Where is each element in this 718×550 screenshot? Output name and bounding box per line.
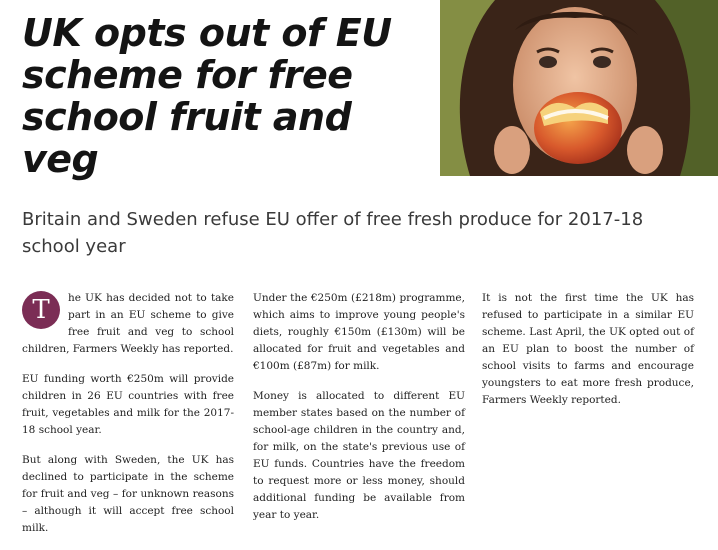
standfirst: Britain and Sweden refuse EU offer of free fresh produce for 2017-18 school year	[22, 209, 644, 257]
article-column-1	[22, 290, 234, 550]
article-paragraph: Money is allocated to different EU member states based on the number of school-age children in the country and, for milk, on the state's previous use of EU funds. Countries have the freedom to request more or less money, should additional funding be available from year to year.	[253, 390, 465, 521]
article-paragraph	[22, 290, 234, 358]
girl-eating-peach-photo	[440, 0, 718, 176]
drop-cap: T	[22, 291, 60, 329]
article-paragraph: Under the €250m (£218m) programme, which aims to improve young people's diets, roughly €150m (£130m) will be allocated for fruit and vegetables and €100m (£87m) for milk.	[253, 292, 465, 372]
article-column-2	[253, 290, 465, 537]
article-column-3	[482, 290, 694, 422]
article-paragraph: But along with Sweden, the UK has declined to participate in the scheme for fruit and veg – for unknown reasons – although it will accept free school milk.	[22, 454, 234, 534]
article-paragraph: It is not the first time the UK has refused to participate in a similar EU scheme. Last April, the UK opted out of an EU plan to boost the number of school visits to farms and encourage youngsters to eat more fresh produce, Farmers Weekly reported.	[482, 292, 694, 406]
headline: UK opts out of EU scheme for free school fruit and veg	[22, 11, 392, 181]
paragraph-text: he UK has decided not to take part in an EU scheme to give free fruit and veg to school children, Farmers Weekly has reported.	[22, 292, 234, 355]
article-paragraph: EU funding worth €250m will provide children in 26 EU countries with free fruit, vegetables and milk for the 2017-18 school year.	[22, 373, 234, 436]
